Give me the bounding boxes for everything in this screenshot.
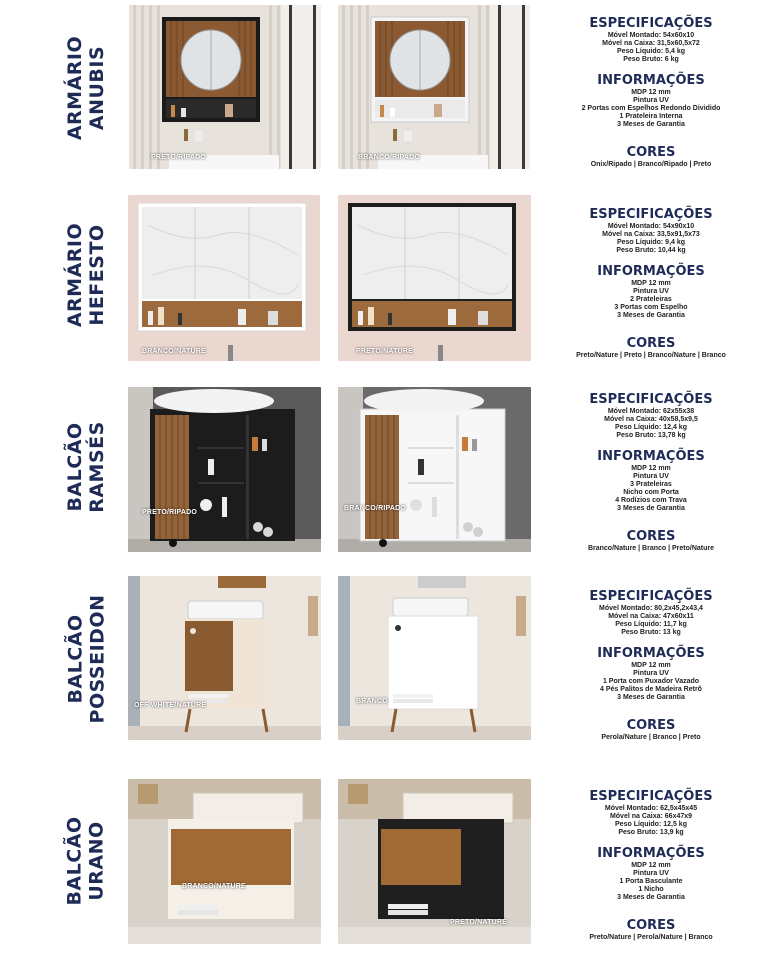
info-line: 3 Meses de Garantia <box>617 694 685 701</box>
info-line: MDP 12 mm <box>631 662 671 669</box>
product-urano <box>0 776 768 946</box>
info-heading: INFORMAÇÕES <box>597 264 705 279</box>
info-line: 3 Prateleiras <box>630 481 672 488</box>
product-photo-variant-2 <box>338 576 531 740</box>
product-title-line-2: POSSEIDON <box>86 594 108 724</box>
product-ramses <box>0 384 768 554</box>
info-heading: INFORMAÇÕES <box>597 646 705 661</box>
product-specs <box>566 207 736 360</box>
spec-line: Móvel na Caixa: 66x47x9 <box>609 813 693 820</box>
spec-line: Peso Líquido: 12,4 kg <box>615 424 687 431</box>
product-photo-variant-1 <box>128 779 321 944</box>
variant-color-label: BRANCO/RIPADO <box>358 154 420 161</box>
info-line: Nicho com Porta <box>623 489 679 496</box>
spec-heading: ESPECIFICAÇÕES <box>589 789 713 804</box>
info-line: 2 Prateleiras <box>630 296 672 303</box>
product-specs <box>566 789 736 942</box>
spec-line: Peso Bruto: 13,9 kg <box>618 829 684 836</box>
spec-heading: ESPECIFICAÇÕES <box>589 392 713 407</box>
spec-heading: ESPECIFICAÇÕES <box>589 589 713 604</box>
product-photo-variant-2 <box>338 779 531 944</box>
product-posseidon <box>0 574 768 744</box>
info-heading: INFORMAÇÕES <box>597 449 705 464</box>
info-line: 3 Meses de Garantia <box>617 312 685 319</box>
variant-color-label: OFF WHITE/NATURE <box>134 702 207 709</box>
colors-line: Perola/Nature | Branco | Preto <box>601 734 701 741</box>
spec-line: Móvel na Caixa: 47x60x11 <box>608 613 694 620</box>
info-line: MDP 12 mm <box>631 280 671 287</box>
variant-color-label: PRETO/RIPADO <box>151 154 207 161</box>
spec-line: Peso Bruto: 10,44 kg <box>616 247 686 254</box>
info-line: Pintura UV <box>633 870 669 877</box>
spec-line: Peso Bruto: 13,78 kg <box>616 432 686 439</box>
variant-color-label: PRETO/NATURE <box>356 348 413 355</box>
spec-line: Móvel Montado: 80,2x45,2x43,4 <box>599 605 703 612</box>
product-specs <box>566 589 736 742</box>
spec-line: Móvel Montado: 54x90x10 <box>607 223 695 230</box>
product-specs <box>566 16 736 169</box>
colors-line: Preto/Nature | Perola/Nature | Branco <box>589 934 713 941</box>
variant-color-label: PRETO/RIPADO <box>142 509 198 516</box>
product-photo-variant-1 <box>128 387 321 552</box>
spec-line: Móvel na Caixa: 31,5x60,5x72 <box>602 40 700 47</box>
product-title <box>56 574 116 744</box>
variant-color-label: PRETO/NATURE <box>450 919 507 926</box>
spec-line: Móvel na Caixa: 33,5x91,5x73 <box>602 231 700 238</box>
spec-heading: ESPECIFICAÇÕES <box>589 207 713 222</box>
variant-color-label: BRANCO/RIPADO <box>344 505 406 512</box>
info-line: 3 Portas com Espelho <box>614 304 688 311</box>
product-title <box>56 384 116 549</box>
spec-line: Peso Bruto: 13 kg <box>621 629 681 636</box>
info-line: 1 Porta com Puxador Vazado <box>602 678 700 685</box>
colors-line: Preto/Nature | Preto | Branco/Nature | Branco <box>576 352 726 359</box>
info-line: MDP 12 mm <box>631 862 671 869</box>
info-line: MDP 12 mm <box>631 465 671 472</box>
info-line: 3 Meses de Garantia <box>617 894 685 901</box>
product-title <box>56 776 116 946</box>
spec-heading: ESPECIFICAÇÕES <box>589 16 713 31</box>
spec-line: Peso Líquido: 5,4 kg <box>616 48 686 55</box>
colors-heading: CORES <box>626 918 676 933</box>
product-title-line-2: ANUBIS <box>86 45 108 130</box>
info-heading: INFORMAÇÕES <box>597 73 705 88</box>
product-anubis <box>0 0 768 180</box>
colors-heading: CORES <box>626 336 676 351</box>
spec-line: Peso Líquido: 12,5 kg <box>615 821 687 828</box>
product-title-line-1: ARMÁRIO <box>64 222 86 327</box>
spec-line: Peso Líquido: 11,7 kg <box>615 621 687 628</box>
colors-heading: CORES <box>626 145 676 160</box>
product-title <box>56 192 116 357</box>
product-title <box>56 5 116 170</box>
product-photo-variant-2 <box>338 387 531 552</box>
spec-line: Móvel Montado: 62x55x38 <box>607 408 695 415</box>
product-photo-variant-1 <box>128 576 321 740</box>
info-line: 1 Nicho <box>638 886 664 893</box>
colors-heading: CORES <box>626 718 676 733</box>
product-title-line-1: BALCÃO <box>64 614 86 704</box>
product-title-line-2: HEFESTO <box>86 223 108 326</box>
product-title-line-1: BALCÃO <box>64 421 86 512</box>
info-line: 1 Porta Basculante <box>619 878 683 885</box>
info-line: Pintura UV <box>633 473 669 480</box>
product-hefesto <box>0 192 768 362</box>
info-line: MDP 12 mm <box>631 89 671 96</box>
colors-heading: CORES <box>626 529 676 544</box>
variant-color-label: BRANCO <box>356 698 388 705</box>
info-line: Pintura UV <box>633 97 669 104</box>
spec-line: Móvel Montado: 54x60x10 <box>607 32 695 39</box>
info-line: 2 Portas com Espelhos Redondo Dividido <box>581 105 721 112</box>
variant-color-label: BRANCO/NATURE <box>142 348 206 355</box>
info-line: Pintura UV <box>633 670 669 677</box>
product-title-line-1: BALCÃO <box>64 816 86 906</box>
product-photo-variant-2 <box>338 195 531 361</box>
info-line: 3 Meses de Garantia <box>617 121 685 128</box>
product-title-line-2: RAMSÉS <box>86 420 108 513</box>
colors-line: Branco/Nature | Branco | Preto/Nature <box>587 545 715 552</box>
variant-color-label: BRANCO/NATURE <box>182 883 246 890</box>
spec-line: Móvel Montado: 62,5x45x45 <box>604 805 698 812</box>
info-line: 4 Pés Palitos de Madeira Retrô <box>600 686 702 693</box>
product-title-line-2: URANO <box>86 821 108 901</box>
product-photo-variant-1 <box>128 195 320 361</box>
product-specs <box>566 392 736 553</box>
spec-line: Móvel na Caixa: 40x58,5x9,5 <box>604 416 698 423</box>
product-photo-variant-1 <box>129 5 321 169</box>
spec-line: Peso Líquido: 9,4 kg <box>616 239 686 246</box>
colors-line: Onix/Ripado | Branco/Ripado | Preto <box>590 161 712 168</box>
product-photo-variant-2 <box>338 5 530 169</box>
info-line: 3 Meses de Garantia <box>617 505 685 512</box>
product-title-line-1: ARMÁRIO <box>64 35 86 140</box>
info-line: 4 Rodízios com Trava <box>615 497 687 504</box>
info-line: Pintura UV <box>633 288 669 295</box>
info-heading: INFORMAÇÕES <box>597 846 705 861</box>
info-line: 1 Prateleira Interna <box>619 113 683 120</box>
spec-line: Peso Bruto: 6 kg <box>623 56 679 63</box>
